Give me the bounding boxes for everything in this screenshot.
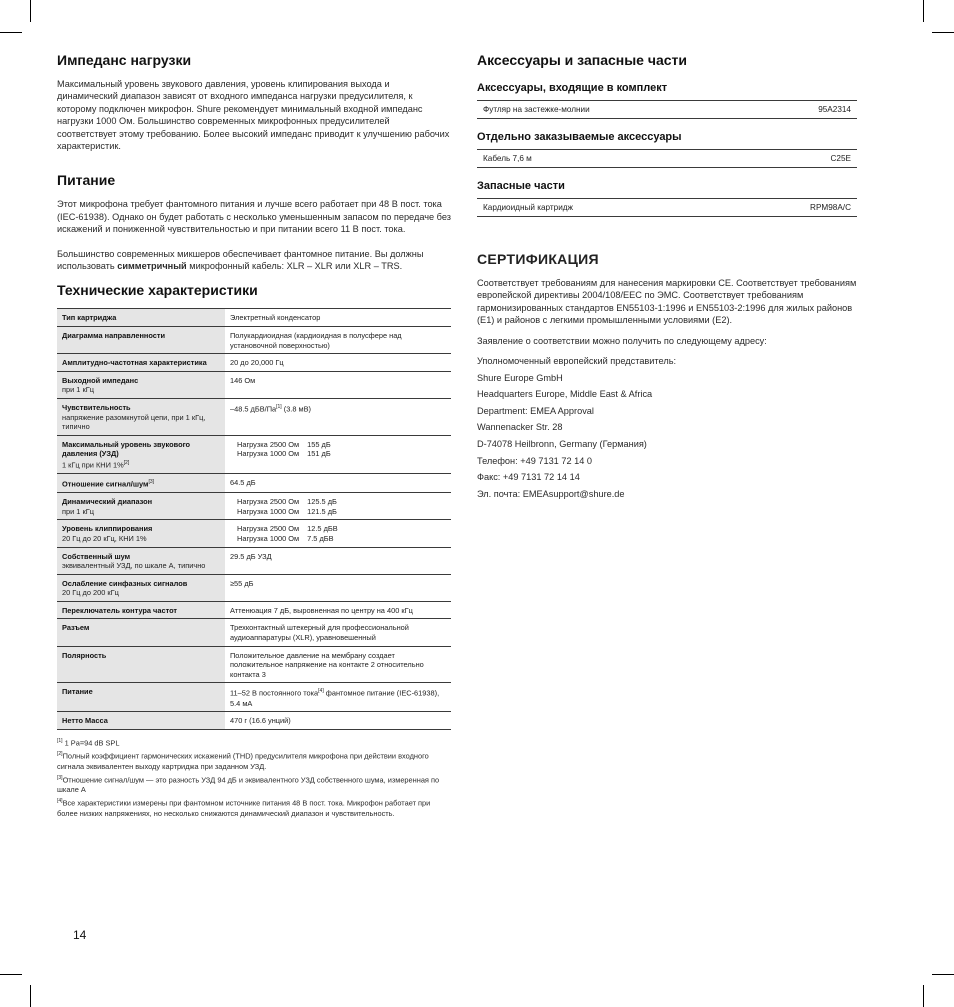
spec-value: [225, 683, 451, 712]
spec-label-sub: 1 кГц при КНИ 1%: [62, 460, 124, 470]
spec-value: 64.5 дБ: [225, 474, 451, 493]
spec-value: [225, 435, 451, 473]
spec-label-text: Разъем: [62, 623, 90, 633]
spec-value: Трехконтактный штекерный для профессиональной аудиоаппаратуры (XLR), уравновешенный: [225, 619, 451, 646]
spec-label-text: Максимальный уровень звукового давления (УЗД): [62, 439, 191, 459]
load-value: 7.5 дБВ: [307, 533, 334, 543]
footnote-ref: [3]: [148, 479, 155, 486]
spec-label-sub: 20 Гц до 20 кГц, КНИ 1%: [62, 533, 147, 543]
spec-label: [57, 683, 225, 712]
address-line: Shure Europe GmbH: [477, 372, 563, 383]
address-line: Department: EMEA Approval: [477, 405, 594, 416]
load-label: Нагрузка 2500 Ом: [237, 497, 300, 507]
spec-label-text: Ослабление синфазных сигналов: [62, 578, 188, 588]
spec-label: [57, 474, 225, 493]
table-row: [57, 354, 451, 372]
spec-label-sub: 20 Гц до 200 кГц: [62, 588, 119, 598]
spec-label: [57, 646, 225, 683]
address-line: Уполномоченный европейский представитель:: [477, 356, 677, 367]
included-accessories-heading: Аксессуары, входящие в комплект: [477, 82, 668, 94]
spec-value: [225, 399, 451, 436]
power-text-1: Этот микрофона требует фантомного питания и лучше всего работает при 48 В пост. тока (IEC-61938). Однако он будет работать с несколько уменьшенным запасом по передаче без искажений и пониженной чувствительностью и при питании всего 11 В пост. тока.: [57, 199, 451, 235]
spec-value-a: –48.5 дБВ/Па: [230, 404, 277, 414]
load-value: 12.5 дБВ: [307, 524, 338, 534]
spec-label-text: Отношение сигнал/шум: [62, 479, 149, 489]
table-row: [57, 435, 451, 473]
address-block: [477, 355, 857, 500]
spec-label: [57, 309, 225, 327]
accessory-part: RPM98A/C: [810, 203, 851, 212]
address-line: Headquarters Europe, Middle East & Africa: [477, 389, 653, 400]
address-line: Wannenacker Str. 28: [477, 422, 563, 433]
page-number: 14: [73, 928, 87, 942]
spec-label: [57, 399, 225, 436]
spec-label: [57, 371, 225, 398]
load-value: 155 дБ: [307, 439, 331, 449]
table-row: [57, 574, 451, 601]
spec-label: [57, 354, 225, 372]
footnote-ref: [2]: [123, 460, 130, 466]
power-text-2b: микрофонный кабель: XLR – XLR или XLR – TRS.: [186, 261, 403, 272]
impedance-heading: Импеданс нагрузки: [57, 52, 192, 68]
load-value: 121.5 дБ: [307, 506, 337, 516]
crop-mark: [30, 0, 31, 22]
crop-mark: [932, 32, 954, 33]
table-row: [57, 371, 451, 398]
accessory-name: Футляр на застежке-молнии: [483, 105, 590, 114]
spec-value-b: (3.8 мВ): [281, 404, 312, 414]
table-row: [57, 327, 451, 354]
table-row: [57, 712, 451, 730]
spec-label-text: Тип картриджа: [62, 313, 117, 323]
table-row: [57, 474, 451, 493]
load-value: 151 дБ: [307, 449, 331, 459]
accessory-part: C25E: [830, 154, 851, 163]
accessory-row: [477, 149, 857, 168]
footnote: [57, 796, 451, 818]
certification-heading: СЕРТИФИКАЦИЯ: [477, 251, 599, 267]
table-row: [57, 309, 451, 327]
address-line: Эл. почта: EMEAsupport@shure.de: [477, 488, 625, 499]
crop-mark: [0, 974, 22, 975]
spec-label: [57, 712, 225, 730]
spec-label: [57, 435, 225, 473]
spec-label-text: Переключатель контура частот: [62, 605, 178, 615]
declaration-text: Заявление о соответствии можно получить по следующему адресу:: [477, 335, 767, 346]
footnote-mark: [4]: [57, 798, 63, 805]
spec-value-b: фантомное питание (IEC-61938), 5.4 мА: [230, 688, 440, 708]
table-row: [57, 683, 451, 712]
spec-label-sub: при 1 кГц: [62, 506, 94, 516]
specs-table: [57, 308, 451, 729]
crop-mark: [0, 32, 22, 33]
footnote-text: Отношение сигнал/шум — это разность УЗД 94 дБ и эквивалентного УЗД собственного шума, измеренная по шкале A: [57, 775, 440, 795]
footnote: [57, 749, 451, 771]
right-column: [477, 52, 857, 504]
footnote-text: 1 Pa=94 dB SPL: [62, 738, 120, 748]
table-row: [57, 646, 451, 683]
accessories-heading: Аксессуары и запасные части: [477, 52, 688, 68]
table-row: [57, 547, 451, 574]
spec-value: 146 Ом: [225, 371, 451, 398]
spec-value: Полукардиоидная (кардиоидная в полусфере над установочной поверхностью): [225, 327, 451, 354]
table-row: [57, 520, 451, 547]
spec-label-text: Питание: [62, 687, 93, 697]
left-column: [57, 52, 451, 820]
spec-value: 20 до 20,000 Гц: [225, 354, 451, 372]
load-label: Нагрузка 1000 Ом: [237, 533, 300, 543]
spec-label-text: Нетто Масса: [62, 716, 108, 726]
footnote-ref: [1]: [276, 404, 282, 411]
spec-value: [225, 520, 451, 547]
crop-mark: [923, 0, 924, 22]
footnote-mark: [2]: [57, 751, 63, 758]
load-label: Нагрузка 2500 Ом: [237, 439, 300, 449]
spec-value: Положительное давление на мембрану создает положительное напряжение на контакте 2 относительно контакта 3: [225, 646, 451, 683]
certification-text: Соответствует требованиям для нанесения маркировки CE. Соответствует требованиям европейской директивы 2004/108/EEC по ЭМС. Соответствует требованиям гармонизированных стандартов EN55103-1:1996 и EN55103-2:1996 для жилых районов (E1) и районов с легкими промышленными условиями (E2).: [477, 278, 857, 326]
spec-label: [57, 327, 225, 354]
table-row: [57, 399, 451, 436]
accessory-part: 95A2314: [818, 105, 851, 114]
specs-heading: Технические характеристики: [57, 282, 258, 299]
accessory-row: [477, 198, 857, 217]
spec-value: Аттенюация 7 дБ, выровненная по центру на 400 кГц: [225, 601, 451, 619]
address-line: Факс: +49 7131 72 14 14: [477, 472, 580, 483]
spec-label-text: Полярность: [62, 650, 107, 660]
footnote-ref: [4]: [318, 688, 324, 695]
footnote: [57, 773, 451, 795]
spec-label-sub: эквивалентный УЗД, по шкале A, типично: [62, 561, 206, 571]
spec-label: [57, 547, 225, 574]
spec-label: [57, 520, 225, 547]
spec-label-text: Уровень клиппирования: [62, 524, 153, 534]
load-value: 125.5 дБ: [307, 497, 337, 507]
spec-value: 29.5 дБ УЗД: [225, 547, 451, 574]
accessory-name: Кардиоидный картридж: [483, 203, 574, 212]
spec-label-text: Чувствительность: [62, 403, 131, 413]
spec-label: [57, 601, 225, 619]
accessory-row: [477, 100, 857, 119]
footnote-mark: [1]: [57, 737, 63, 744]
power-heading: Питание: [57, 172, 116, 189]
spec-value-a: 11–52 В постоянного тока: [230, 688, 319, 698]
crop-mark: [30, 985, 31, 1007]
load-label: Нагрузка 1000 Ом: [237, 449, 300, 459]
spec-label-sub: при 1 кГц: [62, 385, 94, 395]
load-label: Нагрузка 1000 Ом: [237, 506, 300, 516]
address-line: Телефон: +49 7131 72 14 0: [477, 455, 592, 466]
table-row: [57, 493, 451, 520]
spec-label-text: Выходной импеданс: [62, 375, 139, 385]
spec-label: [57, 574, 225, 601]
spec-label-text: Диаграмма направленности: [62, 331, 166, 341]
power-text-2-bold: симметричный: [117, 261, 187, 272]
footnote: [57, 736, 451, 748]
accessory-name: Кабель 7,6 м: [483, 154, 532, 163]
spec-value: 470 г (16.6 унций): [225, 712, 451, 730]
spec-value: ≥55 дБ: [225, 574, 451, 601]
spec-label-text: Собственный шум: [62, 551, 131, 561]
spec-label-sub: напряжение разомкнутой цепи, при 1 кГц, типично: [62, 412, 206, 432]
crop-mark: [923, 985, 924, 1007]
optional-accessories-heading: Отдельно заказываемые аксессуары: [477, 131, 682, 143]
spec-label: [57, 619, 225, 646]
address-line: D-74078 Heilbronn, Germany (Германия): [477, 439, 647, 449]
power-text-2a: Большинство современных микшеров обеспечивает фантомное питание. Вы должны использовать: [57, 248, 424, 272]
power-text-2: [57, 248, 451, 273]
load-label: Нагрузка 2500 Ом: [237, 524, 300, 534]
spec-label-text: Динамический диапазон: [62, 497, 153, 507]
footnote-text: Полный коэффициент гармонических искажений (THD) предусилителя микрофона при действии входного сигнала эквивалентен выходу картриджа при заданном УЗД.: [57, 751, 429, 771]
spec-label-text: Амплитудно-частотная характеристика: [62, 358, 207, 368]
table-row: [57, 619, 451, 646]
footnote-mark: [3]: [57, 774, 63, 781]
spec-label: [57, 493, 225, 520]
crop-mark: [932, 974, 954, 975]
spec-value: Электретный конденсатор: [225, 309, 451, 327]
table-row: [57, 601, 451, 619]
impedance-text: Максимальный уровень звукового давления, уровень клипирования выхода и динамический диапазон зависят от входного импеданса нагрузки предусилителя, к которому подключен микрофон. Shure рекомендует минимальный входной импеданс нагрузки 1000 Ом. Большинство современных микрофонных предусилителей соответствует этому требованию. Более высокий импеданс приводит к улучшению рабочих характеристик.: [57, 79, 450, 152]
footnotes: [57, 736, 451, 819]
footnote-text: Все характеристики измерены при фантомном источнике питания 48 В пост. тока. Микрофон работает при более низких напряжениях, но несколько снижаются динамический диапазон и чувствительность.: [57, 798, 431, 818]
spec-value: [225, 493, 451, 520]
spare-parts-heading: Запасные части: [477, 180, 565, 192]
